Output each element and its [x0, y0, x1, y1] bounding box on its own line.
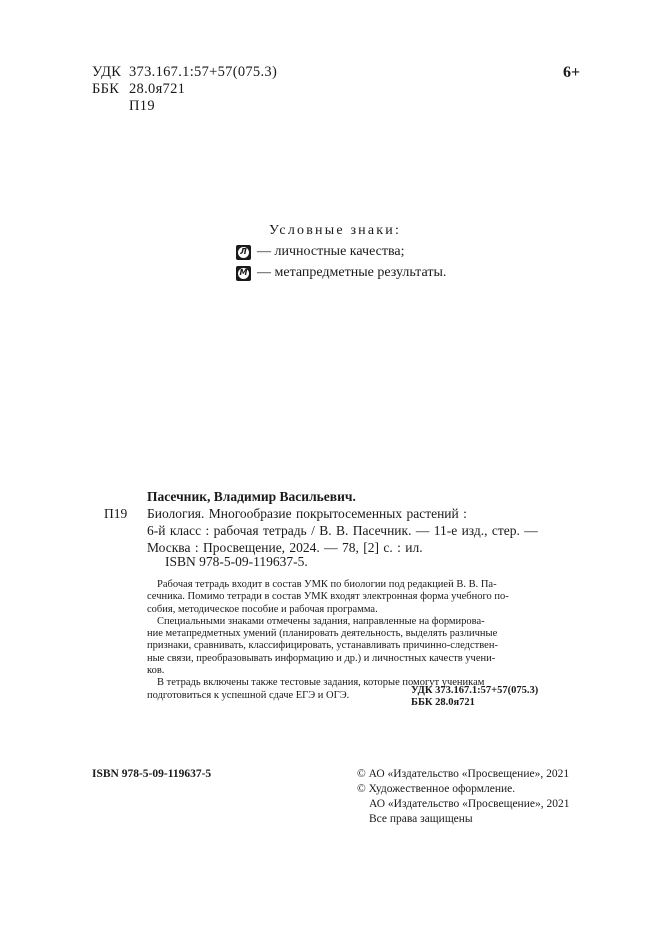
annotation-line: ние метапредметных умений (планировать деятельность, выделять различные	[147, 628, 498, 640]
legend-item-label: — личностные качества;	[257, 244, 405, 259]
description-line: 6-й класс : рабочая тетрадь / В. В. Пасечник. — 11-е изд., стер. —	[147, 523, 538, 538]
author-code: П19	[129, 98, 155, 114]
bibliography-author: Пасечник, Владимир Васильевич.	[147, 489, 356, 504]
bibliography-isbn: ISBN 978-5-09-119637-5.	[165, 554, 308, 569]
legend-title: Условные знаки:	[269, 223, 402, 238]
annotation-udk: УДК 373.167.1:57+57(075.3)	[411, 685, 539, 696]
annotation-line: признаки, сравнивать, классифицировать, устанавливать причинно-следствен-	[147, 640, 498, 652]
age-rating-badge: 6+	[563, 64, 581, 81]
metasubject-results-icon: М	[236, 266, 251, 281]
bibliography-description	[147, 505, 538, 556]
footer-isbn: ISBN 978-5-09-119637-5	[92, 768, 212, 780]
copyright-line: Все права защищены	[369, 813, 473, 825]
legend	[236, 223, 446, 281]
legend-item-personal	[236, 244, 446, 260]
copyright-line: АО «Издательство «Просвещение», 2021	[369, 798, 570, 810]
annotation-line: ков.	[147, 665, 165, 677]
annotation-line: ные связи, преобразовывать информацию и др.) и личностных качеств учени-	[147, 652, 496, 664]
annotation-line: подготовиться к успешной сдаче ЕГЭ и ОГЭ.	[147, 689, 350, 701]
legend-item-metasubject	[236, 265, 446, 281]
annotation-classification	[411, 685, 538, 710]
annotation-line: сечника. Помимо тетради в состав УМК входят электронная форма учебного по-	[147, 591, 509, 603]
copyright-line: © Художественное оформление.	[357, 783, 516, 795]
annotation-line: собия, методическое пособие и рабочая программа.	[147, 603, 378, 615]
annotation-line: Специальными знаками отмечены задания, направленные на формирова-	[157, 615, 485, 627]
annotation-line: В тетрадь включены также тестовые задания, которые помогут ученикам	[157, 677, 485, 689]
description-line: Биология. Многообразие покрытосеменных растений :	[147, 506, 467, 521]
copyright-block	[357, 767, 569, 827]
annotation-line: Рабочая тетрадь входит в состав УМК по биологии под редакцией В. В. Па-	[157, 579, 497, 590]
description-line: Москва : Просвещение, 2024. — 78, [2] с. : ил.	[147, 540, 423, 555]
bibliography-code: П19	[104, 506, 128, 521]
bbk-value: 28.0я721	[129, 81, 186, 97]
annotation	[147, 579, 509, 702]
udk-label: УДК	[92, 64, 122, 80]
classification-block	[92, 64, 277, 115]
udk-value: 373.167.1:57+57(075.3)	[129, 64, 278, 80]
copyright-line: © АО «Издательство «Просвещение», 2021	[357, 768, 570, 780]
personal-qualities-icon: Л	[236, 245, 251, 260]
bbk-label: ББК	[92, 81, 120, 97]
legend-item-label: — метапредметные результаты.	[257, 265, 447, 280]
annotation-bbk: ББК 28.0я721	[411, 697, 475, 709]
